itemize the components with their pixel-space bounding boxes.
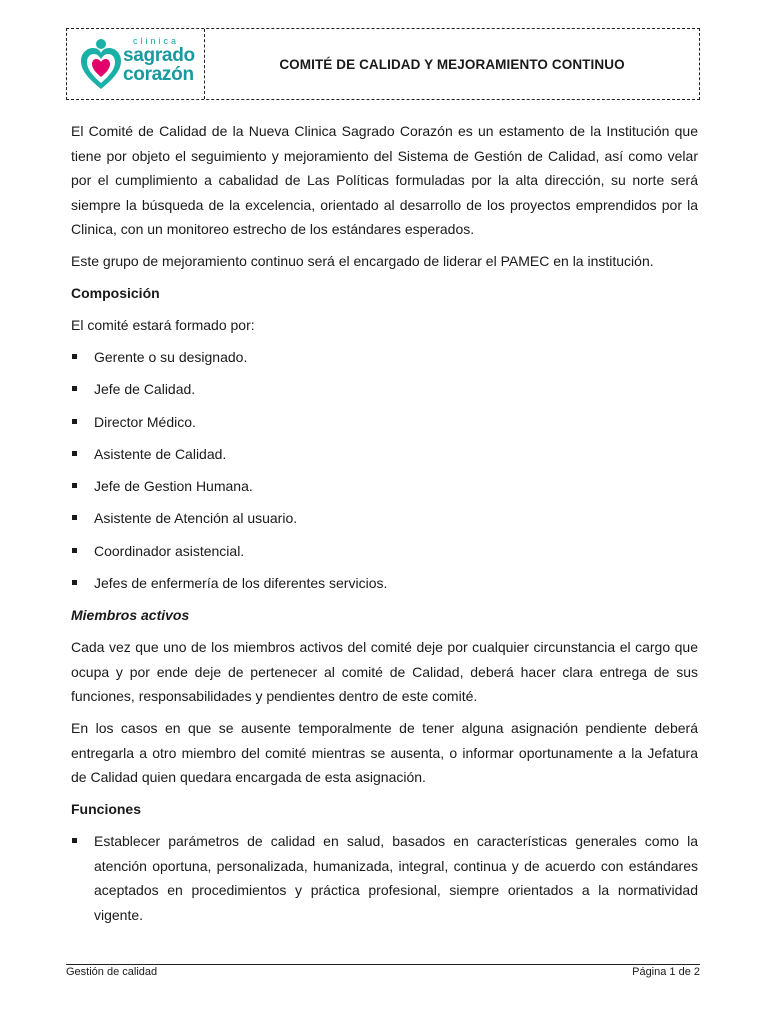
- members-list: [71, 345, 698, 596]
- document-header: [66, 28, 700, 100]
- list-item: Gerente o su designado.: [71, 345, 698, 370]
- list-item: Coordinador asistencial.: [71, 539, 698, 564]
- logo-corazon-text: corazón: [123, 64, 194, 85]
- list-item: Jefe de Gestion Humana.: [71, 474, 698, 499]
- list-item: Asistente de Atención al usuario.: [71, 506, 698, 531]
- logo-clinica-text: clinica: [133, 36, 180, 46]
- composicion-intro: El comité estará formado por:: [71, 317, 255, 333]
- document-body: [71, 119, 698, 935]
- miembros-heading: Miembros activos: [71, 607, 190, 624]
- logo-sagrado-text: sagrado: [123, 45, 195, 66]
- logo-cell: [67, 29, 205, 99]
- footer-page-number: Página 1 de 2: [632, 966, 700, 978]
- composicion-heading: Composición: [71, 285, 160, 301]
- funciones-heading: Funciones: [71, 801, 142, 818]
- funciones-list: [71, 829, 698, 927]
- miembros-paragraph-1: Cada vez que uno de los miembros activos del comité deje por cualquier circunstancia el cargo que ocupa y por ende deje de pertenecer al comité de Calidad, deberá hacer clara entrega de sus funciones, responsabilidades y pendientes dentro de este comité.: [71, 639, 698, 705]
- footer-section-label: Gestión de calidad: [66, 966, 158, 978]
- title-cell: [205, 29, 699, 99]
- miembros-paragraph-2: En los casos en que se ausente temporalmente de tener alguna asignación pendiente deberá entregarla a otro miembro del comité mientras se ausenta, o informar oportunamente a la Jefatura de Calidad quien quedara encargada de esta asignación.: [71, 720, 698, 786]
- document-title: COMITÉ DE CALIDAD Y MEJORAMIENTO CONTINUO: [279, 56, 625, 72]
- pamec-paragraph: Este grupo de mejoramiento continuo será el encargado de liderar el PAMEC en la institución.: [71, 253, 654, 269]
- list-item: Director Médico.: [71, 410, 698, 435]
- list-item: Establecer parámetros de calidad en salud, basados en características generales como la atención oportuna, personalizada, humanizada, integral, continua y de acuerdo con estándares aceptados en procedimientos y práctica profesional, siempre orientados a la normatividad vigente.: [71, 829, 698, 927]
- list-item: Asistente de Calidad.: [71, 442, 698, 467]
- heart-figure-logo-icon: [79, 37, 123, 91]
- list-item: Jefe de Calidad.: [71, 377, 698, 402]
- intro-paragraph: El Comité de Calidad de la Nueva Clinica Sagrado Corazón es un estamento de la Institución que tiene por objeto el seguimiento y mejoramiento del Sistema de Gestión de Calidad, así como velar por el cumplimiento a cabalidad de Las Políticas formuladas por la alta dirección, su norte será siempre la búsqueda de la excelencia, orientado al desarrollo de los proyectos emprendidos por la Clinica, con un monitoreo estrecho de los estándares esperados.: [71, 123, 698, 237]
- page-footer: [66, 964, 700, 978]
- list-item: Jefes de enfermería de los diferentes servicios.: [71, 571, 698, 596]
